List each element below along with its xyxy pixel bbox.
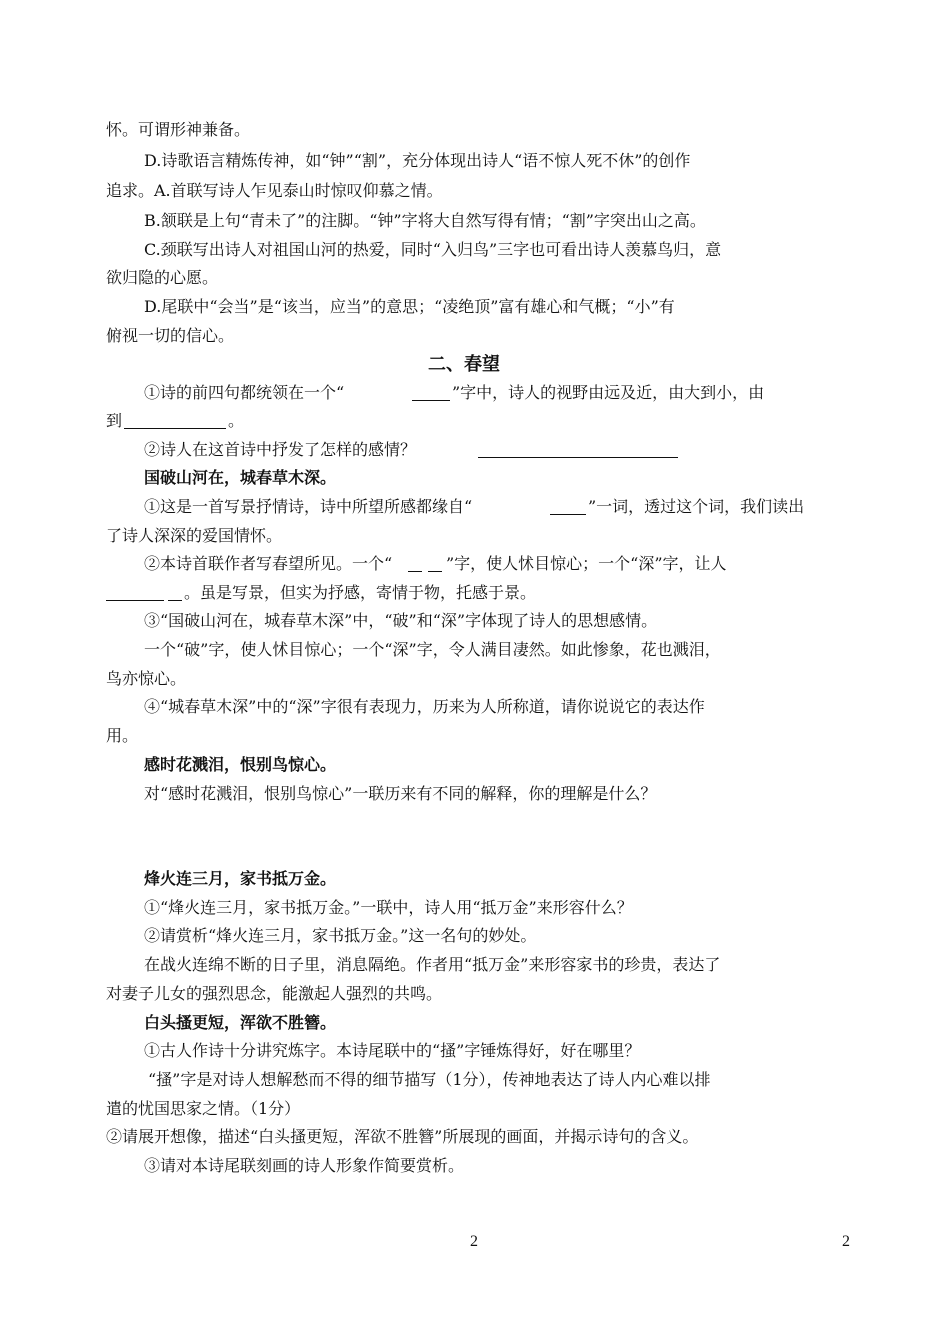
question-line: ②本诗首联作者写春望所见。一个“ ”字，使人怵目惊心；一个“深”字，让人 bbox=[144, 554, 727, 573]
question-line: ②请赏析“烽火连三月，家书抵万金。”这一名句的妙处。 bbox=[144, 926, 537, 945]
question-line: ②诗人在这首诗中抒发了怎样的感情？ bbox=[0, 435, 950, 465]
text-line: 追求。A.首联写诗人乍见泰山时惊叹仰慕之情。 bbox=[106, 181, 443, 200]
text-line: B.颔联是上句“青未了”的注脚。“钟”字将大自然写得有情；“割”字突出山之高。 bbox=[144, 211, 706, 230]
answer-blank bbox=[106, 582, 164, 601]
question-line: ①古人作诗十分讲究炼字。本诗尾联中的“搔”字锤炼得好，好在哪里？ bbox=[144, 1041, 641, 1060]
text-line: “搔”字是对诗人想解愁而不得的细节描写（1分），传神地表达了诗人内心难以排 bbox=[148, 1070, 711, 1089]
question-line: ③请对本诗尾联刻画的诗人形象作简要赏析。 bbox=[144, 1156, 465, 1175]
answer-blank bbox=[124, 410, 226, 429]
text-line: C.颈联写出诗人对祖国山河的热爱，同时“入归鸟”三字也可看出诗人羡慕鸟归，意 bbox=[144, 240, 722, 259]
text-line: 俯视一切的信心。 bbox=[106, 326, 235, 345]
poem-line: 白头搔更短，浑欲不胜簪。 bbox=[144, 1013, 337, 1032]
question-line: 对“感时花溅泪，恨别鸟惊心”一联历来有不同的解释，你的理解是什么？ bbox=[144, 784, 657, 803]
text-line: 在战火连绵不断的日子里，消息隔绝。作者用“抵万金”来形容家书的珍贵，表达了 bbox=[144, 955, 721, 974]
page-number: 2 bbox=[470, 1233, 478, 1250]
answer-blank bbox=[550, 496, 586, 515]
answer-blank bbox=[412, 382, 450, 401]
text-line: 遣的忧国思家之情。（1分） bbox=[106, 1099, 301, 1118]
poem-line: 国破山河在，城春草木深。 bbox=[144, 468, 337, 487]
text-line: 一个“破”字，使人怵目惊心；一个“深”字，令人满目凄然。如此惨象，花也溅泪， bbox=[144, 640, 721, 659]
text-line: 对妻子儿女的强烈思念，能激起人强烈的共鸣。 bbox=[106, 984, 443, 1003]
text-line: D.诗歌语言精炼传神，如“钟”“割”，充分体现出诗人“语不惊人死不休”的创作 bbox=[144, 151, 691, 170]
question-line: ①“烽火连三月，家书抵万金。”一联中，诗人用“抵万金”来形容什么？ bbox=[144, 898, 633, 917]
text-line: ③“国破山河在，城春草木深”中，“破”和“深”字体现了诗人的思想感情。 bbox=[144, 611, 658, 630]
poem-line: 烽火连三月，家书抵万金。 bbox=[144, 869, 337, 888]
question-line: ②请展开想像，描述“白头搔更短，浑欲不胜簪”所展现的画面，并揭示诗句的含义。 bbox=[106, 1127, 699, 1146]
question-line: ①诗的前四句都统领在一个“ ”字中，诗人的视野由远及近，由大到小，由 bbox=[144, 383, 765, 402]
text-line: 怀。可谓形神兼备。 bbox=[106, 120, 251, 139]
text-line: D.尾联中“会当”是“该当，应当”的意思；“凌绝顶”富有雄心和气概；“小”有 bbox=[144, 297, 675, 316]
text-line: 鸟亦惊心。 bbox=[106, 669, 187, 688]
text-line: 欲归隐的心愿。 bbox=[106, 268, 219, 287]
question-line: 到 。 bbox=[106, 411, 245, 430]
text-line: 用。 bbox=[106, 726, 139, 745]
page-number: 2 bbox=[842, 1233, 850, 1250]
question-line: 。虽是写景，但实为抒感，寄情于物，托感于景。 bbox=[0, 578, 950, 608]
answer-blank bbox=[478, 439, 678, 458]
text-line: ④“城春草木深”中的“深”字很有表现力，历来为人所称道，请你说说它的表达作 bbox=[144, 697, 705, 716]
answer-blank bbox=[168, 582, 182, 601]
section-title: 二、春望 bbox=[428, 354, 500, 375]
question-line: ①这是一首写景抒情诗，诗中所望所感都缘自“ ”一词，透过这个词，我们读出 bbox=[144, 497, 805, 516]
answer-blank bbox=[408, 553, 422, 572]
answer-blank bbox=[428, 553, 442, 572]
poem-line: 感时花溅泪，恨别鸟惊心。 bbox=[144, 755, 337, 774]
text-line: 了诗人深深的爱国情怀。 bbox=[106, 526, 283, 545]
